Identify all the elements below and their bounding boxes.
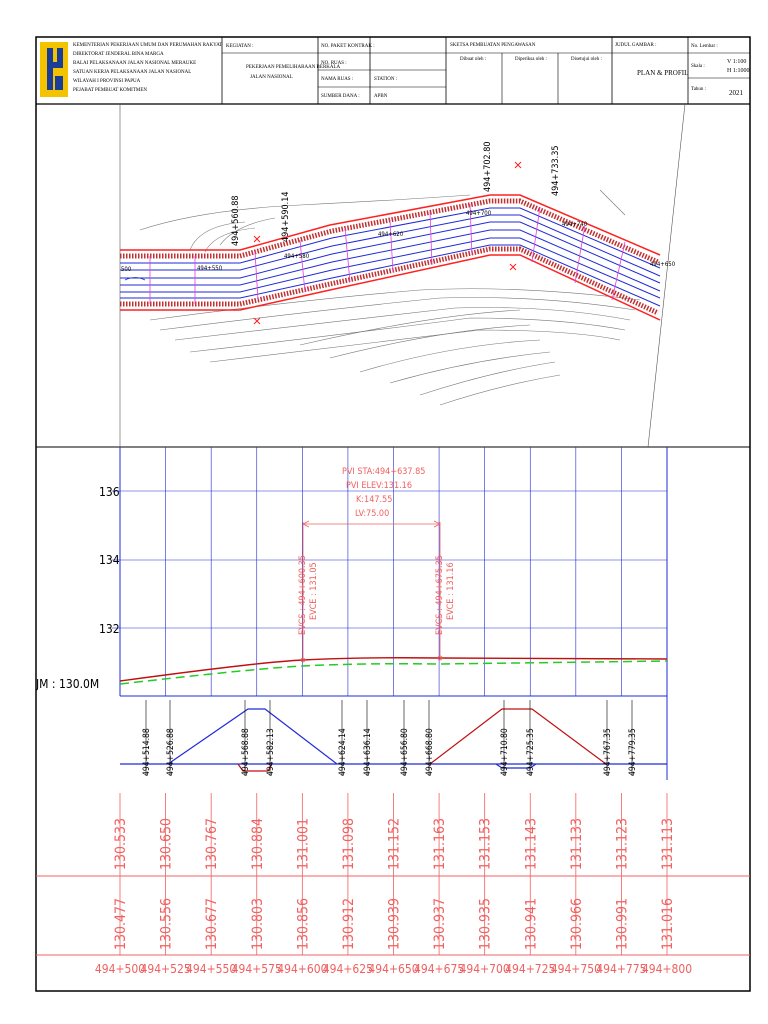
station-label: 494+800 xyxy=(641,962,693,976)
activity-value-2: JALAN NASIONAL xyxy=(250,75,293,80)
ministry-logo xyxy=(40,42,68,97)
contract-no-label: NO. PAKET KONTRAK : xyxy=(321,44,375,49)
design-elev-value: 130.533 xyxy=(113,817,129,870)
curve-station-label: 494+668.80 xyxy=(425,728,435,776)
station-label: 494+700 xyxy=(459,962,510,976)
station-label: 494+750 xyxy=(550,962,601,976)
funding-label: SUMBER DANA : xyxy=(321,94,360,99)
curve-station-label: 494+767.35 xyxy=(603,728,613,776)
agency-line-3: BALAI PELAKSANAAN JALAN NASIONAL MERAUKE xyxy=(73,61,197,66)
cross-section-ticks xyxy=(150,204,625,304)
existing-elev-value: 130.677 xyxy=(204,897,221,950)
station-label: 494+625 xyxy=(322,962,374,976)
curve-station-label: 494+582.13 xyxy=(266,728,276,776)
design-elev-value: 131.113 xyxy=(660,817,676,870)
design-elev-value: 131.152 xyxy=(386,817,403,870)
pvi-sta: PVI STA:494+637.85 xyxy=(342,467,426,477)
station-label: 494+725 xyxy=(505,962,556,976)
existing-elev-value: 130.556 xyxy=(158,897,175,950)
curve-station-label: 494+636.14 xyxy=(363,728,373,776)
existing-elev-value: 130.856 xyxy=(295,897,312,950)
station-label: 494+650 xyxy=(368,962,419,976)
checked-by-label: Diperiksa oleh : xyxy=(515,57,547,62)
curve-station-label: 494+568.88 xyxy=(241,728,251,776)
supervision-label: SKETSA PEMBUATAN PENGAWASAN xyxy=(450,43,536,48)
plan-view xyxy=(36,104,750,447)
scale-vertical: V 1:100 xyxy=(727,59,747,65)
station-label: 494+500 xyxy=(94,962,146,976)
scale-horizontal: H 1:1000 xyxy=(727,68,750,74)
existing-elev-value: 130.803 xyxy=(249,897,266,950)
existing-elev-value: 130.912 xyxy=(340,897,357,950)
year-label: Tahun : xyxy=(691,87,707,92)
plan-small-7: 494+650 xyxy=(650,261,676,268)
design-elev-value: 130.884 xyxy=(249,817,266,870)
drawing-title-label: JUDUL GAMBAR : xyxy=(615,43,657,48)
station-label: 494+525 xyxy=(140,962,191,976)
station-label: 494+675 xyxy=(413,962,465,976)
scale-label: Skala : xyxy=(691,64,705,69)
existing-elev-value: 130.939 xyxy=(386,897,403,950)
pvi-lv: LV:75.00 xyxy=(355,509,390,519)
plan-small-1: 500 xyxy=(121,266,132,273)
pvi-elev: PVI ELEV:131.16 xyxy=(346,481,412,491)
design-elev-value: 131.001 xyxy=(295,817,312,870)
plan-station-2: 494+590.14 xyxy=(281,191,291,242)
curve-station-label: 494+710.80 xyxy=(500,728,510,776)
drawing-title: PLAN & PROFIL xyxy=(637,69,689,77)
curve-station-label: 494+656.80 xyxy=(400,728,410,776)
superelevation-diagram xyxy=(120,700,667,776)
profile-view xyxy=(35,447,750,976)
curve-station-label: 494+624.14 xyxy=(338,728,348,776)
title-block xyxy=(36,37,750,104)
design-elev-value: 130.767 xyxy=(204,817,221,870)
agency-line-1: KEMENTERIAN PEKERJAAN UMUM DAN PERUMAHAN RAKYAT xyxy=(73,43,223,48)
plan-station-4: 494+733.35 xyxy=(551,145,561,196)
design-elev-value: 131.143 xyxy=(523,817,540,870)
existing-elev-value: 131.016 xyxy=(660,897,676,950)
station-label: 494+550 xyxy=(186,962,237,976)
curve-station-label: 494+779.35 xyxy=(628,728,638,776)
plan-small-5: 494+700 xyxy=(466,210,492,217)
evc-end-elev: EVCE : 131.16 xyxy=(446,562,456,620)
road-name-label: NAMA RUAS : xyxy=(321,77,354,82)
agency-line-5: WILAYAH I PROVINSI PAPUA xyxy=(73,79,141,84)
plan-small-2: 494+550 xyxy=(197,265,223,272)
plan-small-6: 494+740 xyxy=(562,221,588,228)
sheet-no-label: No. Lembar : xyxy=(691,44,718,49)
y-tick-134: 134 xyxy=(99,553,120,567)
datum-label: JM : 130.0M xyxy=(36,677,100,691)
vertical-curve-markers xyxy=(301,521,442,662)
agency-line-6: PEJABAT PEMBUAT KOMITMEN xyxy=(73,88,147,93)
design-elev-value: 130.650 xyxy=(158,817,175,870)
existing-elev-value: 130.966 xyxy=(568,897,585,950)
plan-station-3: 494+702.80 xyxy=(483,141,493,192)
station-label: 494+775 xyxy=(596,962,647,976)
existing-elev-value: 130.477 xyxy=(113,897,129,950)
activity-label: KEGIATAN : xyxy=(226,44,254,49)
activity-value-1: PEKERJAAN PEMELIHARAAN BERKALA xyxy=(246,65,341,70)
existing-elev-value: 130.937 xyxy=(432,897,449,950)
agency-line-4: SATUAN KERJA PELAKSANAAN JALAN NASIONAL xyxy=(73,70,192,75)
approved-by-label: Disetujui oleh : xyxy=(571,57,602,62)
station-label: 494+575 xyxy=(231,962,282,976)
design-elev-value: 131.163 xyxy=(432,817,449,870)
road-no-label: NO. RUAS : xyxy=(321,61,347,66)
station-value: STATION : xyxy=(374,77,398,82)
existing-elev-value: 130.991 xyxy=(614,897,631,950)
pvi-k: K:147.55 xyxy=(356,495,393,505)
design-elev-value: 131.133 xyxy=(568,817,585,870)
station-label: 494+600 xyxy=(277,962,328,976)
made-by-label: Dibuat oleh : xyxy=(460,57,487,62)
plan-station-1: 494+560.88 xyxy=(231,195,241,246)
plan-small-3: 494+580 xyxy=(284,253,310,260)
funding-value: APBN xyxy=(374,94,388,99)
existing-elev-value: 130.935 xyxy=(477,897,494,950)
y-tick-132: 132 xyxy=(99,622,120,636)
agency-line-2: DIREKTORAT JENDERAL BINA MARGA xyxy=(73,52,164,57)
y-tick-136: 136 xyxy=(99,485,120,499)
evc-end-sta: EVCS : 494+675.35 xyxy=(435,555,445,635)
year-value: 2021 xyxy=(729,89,743,97)
plan-small-4: 494+620 xyxy=(378,231,404,238)
curve-station-label: 494+725.35 xyxy=(526,728,536,776)
curve-station-label: 494+526.88 xyxy=(166,728,176,776)
existing-elev-value: 130.941 xyxy=(523,897,540,950)
design-elev-value: 131.123 xyxy=(614,817,631,870)
evc-start-elev: EVCE : 131.05 xyxy=(309,562,319,620)
design-elev-value: 131.098 xyxy=(340,817,357,870)
design-elev-value: 131.153 xyxy=(477,817,494,870)
curve-station-label: 494+514.88 xyxy=(142,728,152,776)
evc-start-sta: EVCS : 494+600.35 xyxy=(298,555,308,635)
